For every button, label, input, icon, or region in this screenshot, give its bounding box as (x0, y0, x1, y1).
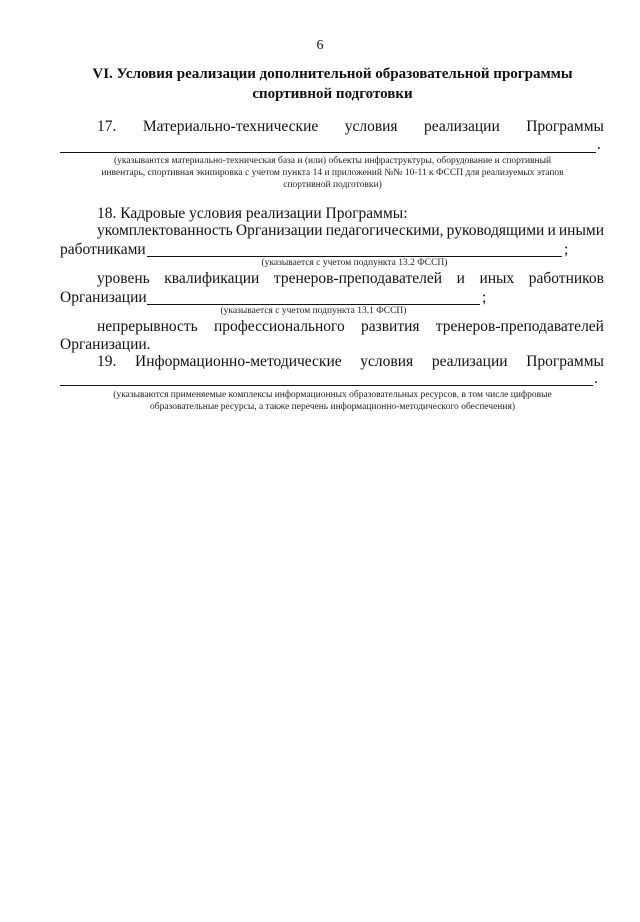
item18-cont-cont: Организации. (60, 336, 151, 353)
item18-heading: 18. Кадровые условия реализации Программы: (97, 205, 408, 222)
item17-fill-line (60, 152, 596, 153)
item17-line (97, 118, 604, 136)
item19-word: реализации (431, 353, 508, 370)
item18-cont-line (97, 318, 604, 336)
item18-staff-word: иными (558, 222, 604, 239)
item18-staff-note: (указывается с учетом подпункта 13.2 ФССП) (261, 258, 448, 268)
item18-qual-word: и (456, 270, 465, 287)
item18-qual-end: ; (482, 289, 487, 306)
item19-line (97, 353, 604, 371)
item17-word: реализации (424, 118, 500, 135)
item18-qual-word: тренеров-преподавателей (273, 270, 443, 287)
item17-word: Материально-технические (142, 118, 319, 135)
item18-qual-note: (указывается с учетом подпункта 13.1 ФССП) (220, 306, 407, 316)
item18-cont-word: тренеров-преподавателей (435, 318, 604, 335)
item17-period: . (597, 136, 601, 153)
item18-staff-word: педагогическими, (325, 222, 444, 239)
item18-staff-end: ; (564, 241, 569, 258)
item19-fill-line (60, 385, 593, 386)
section-title-line2: спортивной подготовки (252, 86, 413, 102)
item17-word: Программы (526, 118, 604, 135)
item17-note-line1: (указываются материально-техническая база и (или) объекты инфраструктуры, оборудование и спортивный (113, 156, 552, 166)
item18-qual-word: работников (528, 270, 604, 287)
item19-note-line2: образовательные ресурсы, а также перечень информационно-методического обеспечения) (149, 402, 515, 412)
item18-staff-line (97, 222, 604, 240)
item19-note-line1: (указываются применяемые комплексы информационных образовательных ресурсов, в том числе цифровые (113, 390, 552, 400)
item18-staff-cont: работниками (60, 241, 146, 258)
section-title-line1: VI. Условия реализации дополнительной образовательной программы (92, 66, 573, 82)
item19-period: . (594, 370, 598, 387)
item18-cont-word: профессионального (213, 318, 345, 335)
item18-qual-word: квалификации (164, 270, 260, 287)
item17-note-line2: инвентарь, спортивная экипировка с учетом пункта 14 и приложений №№ 10-11 к ФССП для реализуемых этапов (101, 168, 564, 178)
item18-staff-word: руководящими (446, 222, 545, 239)
item18-qual-cont: Организации (60, 289, 147, 306)
item19-word: Информационно-методические (135, 353, 342, 370)
item18-staff-word: укомплектованность (97, 222, 233, 239)
item18-qual-line (97, 270, 604, 288)
item19-word: Программы (526, 353, 604, 370)
item18-cont-word: развития (360, 318, 420, 335)
item18-staff-word: и (547, 222, 556, 239)
item18-qual-word: иных (479, 270, 515, 287)
item17-word: 17. (97, 118, 117, 135)
item19-word: 19. (97, 353, 117, 370)
item18-cont-word: непрерывность (97, 318, 198, 335)
item18-staff-word: Организации (235, 222, 323, 239)
item19-word: условия (360, 353, 414, 370)
page-number: 6 (316, 38, 324, 53)
item18-qual-word: уровень (97, 270, 150, 287)
item17-word: условия (344, 118, 398, 135)
item17-note-line3: спортивной подготовки) (283, 180, 382, 190)
